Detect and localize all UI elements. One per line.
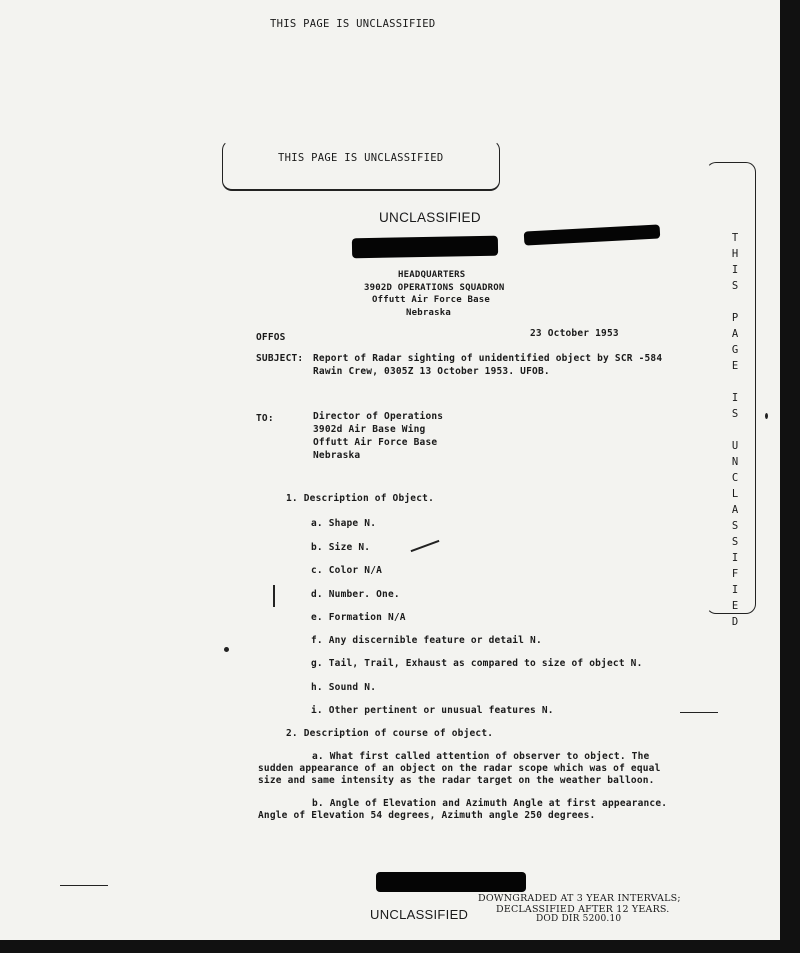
list-item: f. Any discernible feature or detail N. xyxy=(311,635,542,646)
redaction-bar xyxy=(376,872,526,892)
list-item: g. Tail, Trail, Exhaust as compared to size of object N. xyxy=(311,658,643,669)
addressee-line: 3902d Air Base Wing xyxy=(313,424,426,435)
list-item: i. Other pertinent or unusual features N. xyxy=(311,705,554,716)
to-label: TO: xyxy=(256,413,274,424)
side-classification-banner: T H I S P A G E I S U N C L A S S I F I E D xyxy=(731,232,739,628)
paragraph-line: b. Angle of Elevation and Azimuth Angle at first appearance. xyxy=(312,798,668,809)
paragraph-line: Angle of Elevation 54 degrees, Azimuth angle 250 degrees. xyxy=(258,810,596,821)
list-item: c. Color N/A xyxy=(311,565,383,576)
paragraph-line: size and same intensity as the radar target on the weather balloon. xyxy=(258,775,655,786)
letterhead-line: Offutt Air Force Base xyxy=(372,295,490,305)
list-item: d. Number. One. xyxy=(311,589,400,600)
paragraph-line: a. What first called attention of observer to object. The xyxy=(312,751,650,762)
scan-speck xyxy=(765,413,768,419)
pen-mark xyxy=(273,585,275,607)
declassification-stamp: DECLASSIFIED AFTER 12 YEARS. xyxy=(496,904,670,915)
memo-date: 23 October 1953 xyxy=(530,328,619,339)
redaction-bar xyxy=(352,236,498,259)
list-item: e. Formation N/A xyxy=(311,612,406,623)
list-item: a. Shape N. xyxy=(311,518,377,529)
addressee-line: Offutt Air Force Base xyxy=(313,437,438,448)
subject-text: Report of Radar sighting of unidentified object by SCR -584 xyxy=(313,353,663,364)
paragraph-line: sudden appearance of an object on the radar scope which was of equal xyxy=(258,763,661,774)
boxed-banner-frame xyxy=(222,140,500,191)
pen-mark xyxy=(680,712,718,713)
redaction-bar xyxy=(524,224,661,245)
addressee-line: Director of Operations xyxy=(313,411,444,422)
unclassified-stamp-bottom: UNCLASSIFIED xyxy=(370,907,469,922)
unclassified-stamp-top: UNCLASSIFIED xyxy=(379,210,481,225)
section-heading: 1. Description of Object. xyxy=(286,493,434,504)
boxed-classification-banner: THIS PAGE IS UNCLASSIFIED xyxy=(278,152,444,164)
pen-mark xyxy=(60,885,108,886)
addressee-line: Nebraska xyxy=(313,450,361,461)
office-symbol: OFFOS xyxy=(256,332,286,343)
scan-speck xyxy=(224,647,229,652)
declassification-stamp: DOD DIR 5200.10 xyxy=(536,914,622,924)
pen-mark xyxy=(411,540,440,552)
letterhead-line: Nebraska xyxy=(406,308,451,318)
letterhead-line: 3902D OPERATIONS SQUADRON xyxy=(364,283,505,293)
list-item: h. Sound N. xyxy=(311,682,377,693)
top-classification-banner: THIS PAGE IS UNCLASSIFIED xyxy=(270,18,436,30)
declassification-stamp: DOWNGRADED AT 3 YEAR INTERVALS; xyxy=(478,893,681,904)
subject-label: SUBJECT: xyxy=(256,353,304,364)
list-item: b. Size N. xyxy=(311,542,371,553)
section-heading: 2. Description of course of object. xyxy=(286,728,494,739)
subject-text: Rawin Crew, 0305Z 13 October 1953. UFOB. xyxy=(313,366,550,377)
letterhead-line: HEADQUARTERS xyxy=(398,270,466,280)
